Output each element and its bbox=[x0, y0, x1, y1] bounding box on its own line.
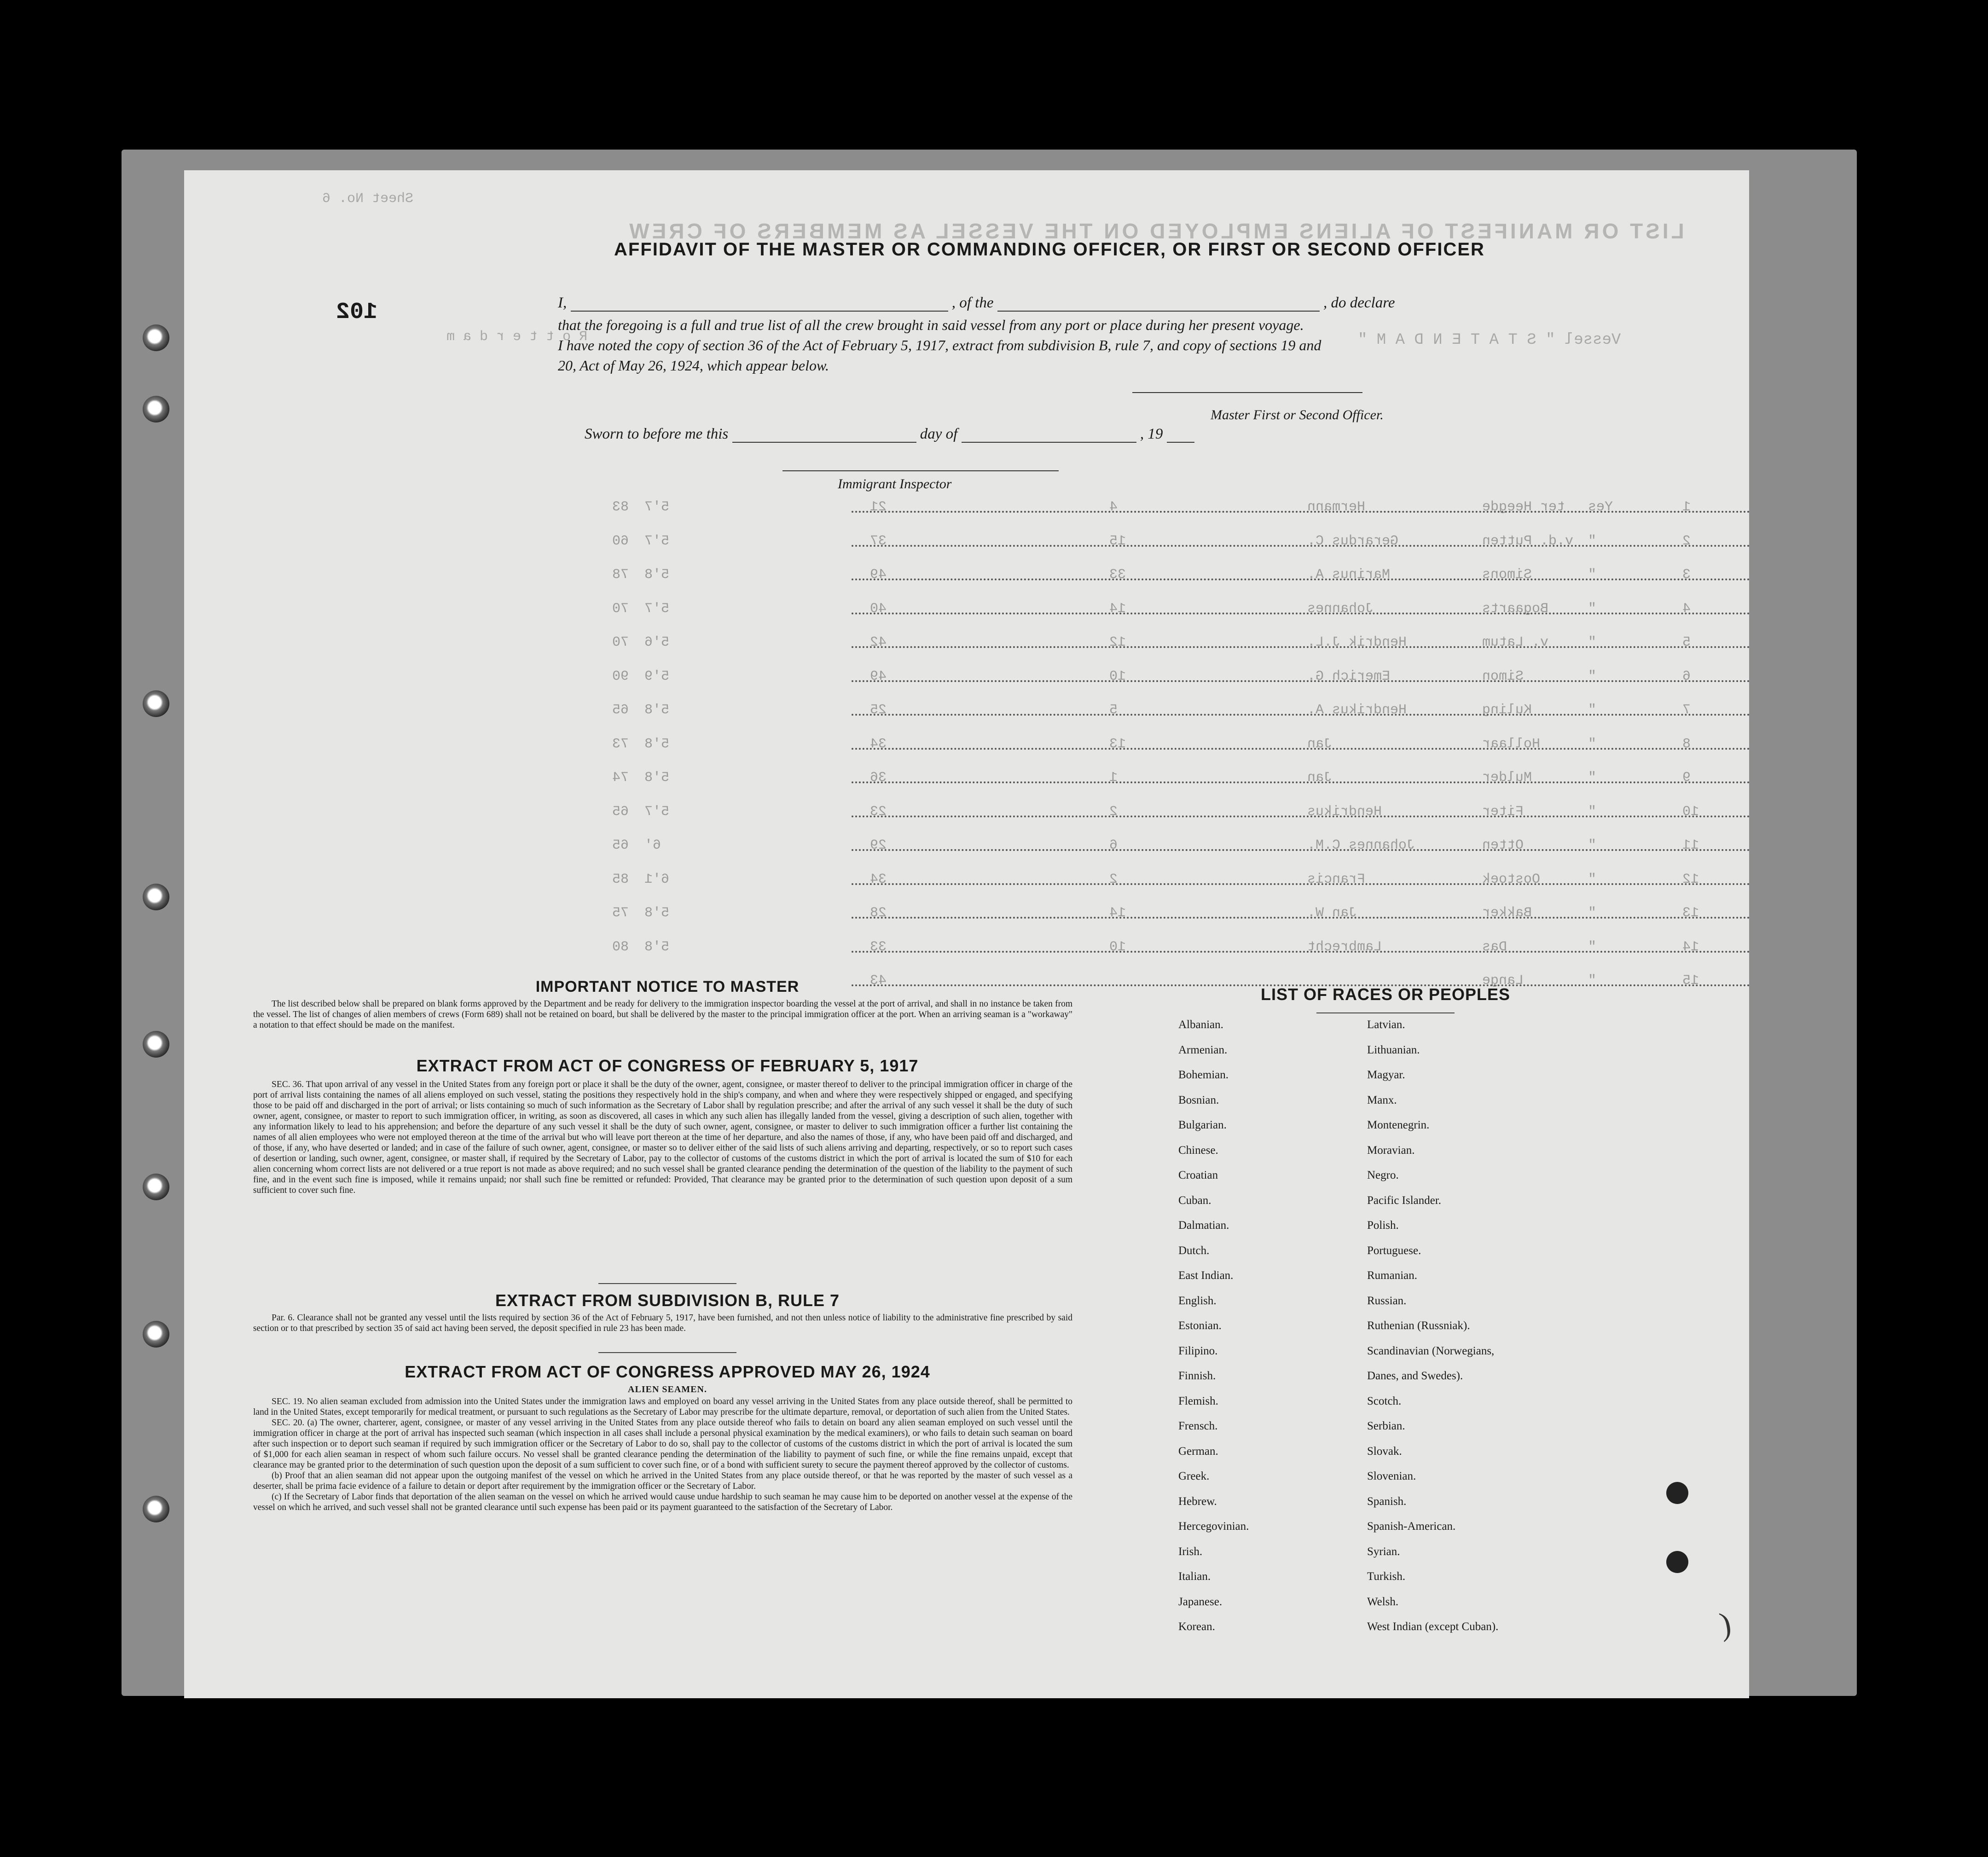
crew-age: 40 bbox=[870, 601, 887, 617]
crew-given-name: Jan W. bbox=[1307, 905, 1357, 921]
race-item: Slovak. bbox=[1367, 1445, 1402, 1458]
crew-months: 5 bbox=[1109, 702, 1118, 718]
race-item: Ruthenian (Russniak). bbox=[1367, 1319, 1470, 1332]
row-leader-dots bbox=[852, 646, 1749, 648]
section-rule bbox=[598, 1283, 736, 1284]
punch-hole bbox=[143, 396, 169, 422]
crew-height: 5'8 bbox=[644, 702, 670, 718]
crew-given-name: Johannes bbox=[1307, 601, 1374, 617]
master-signature-field[interactable] bbox=[1132, 391, 1362, 393]
crew-months: 2 bbox=[1109, 871, 1118, 887]
crew-family-name: Lange bbox=[1482, 973, 1524, 989]
crew-row bbox=[184, 702, 1749, 735]
crew-row-number: 15 bbox=[1682, 973, 1699, 989]
punch-hole bbox=[143, 884, 169, 910]
sworn-year-prefix: , 19 bbox=[1140, 426, 1163, 442]
crew-given-name: Johannes C.M. bbox=[1307, 838, 1415, 853]
notice-paragraph: The list described below shall be prepared on blank forms approved by the Department and be ready for delivery to the immigration inspector boarding the vessel at the port of arrival, and shall in no instance be taken from the vessel. The list of changes of alien members of crews (Form 689) shall not be retained on board, but shall be delivered by the master to the principal immigration officer at the port. When an arriving seaman is a "workaway" a notation to that effect should be made on the manifest. bbox=[253, 999, 1072, 1030]
crew-height: 5'8 bbox=[644, 905, 670, 921]
race-item: Albanian. bbox=[1178, 1018, 1223, 1031]
rule-7-paragraph: Par. 6. Clearance shall not be granted any vessel until the lists required by section 36 of the Act of February 5, 1917, have been furnished, and not then unless notice of liability to the administrative fine prescribed by said section or to that prescribed by section 35 of said act having been served, the deposit specified in rule 23 has been made. bbox=[253, 1313, 1072, 1333]
crew-given-name: Hendrikus A. bbox=[1307, 702, 1407, 718]
crew-row bbox=[184, 601, 1749, 633]
punch-hole bbox=[143, 1031, 169, 1058]
inspector-label: Immigrant Inspector bbox=[838, 476, 952, 492]
race-item: Flemish. bbox=[1178, 1394, 1218, 1407]
sec-36-paragraph: SEC. 36. That upon arrival of any vessel in the United States from any foreign port or place it shall be the duty of the owner, agent, consignee, or master thereof to deliver to the principal immigration officer in charge of the port of arrival lists containing the names of all aliens employed on such vessel, stating the positions they respectively hold in the ship's company, and when and where they were respectively shipped or engaged, and specifying those to be paid off and discharged in the port of arrival; or lists containing so much of such information as the Secretary of Labor shall by regulation prescribe; and after the arrival of any such vessel it shall be the duty of such owner, agent, consignee, or master to report to such immigration officer, in writing, as soon as discovered, all cases in which any such alien has illegally landed from the vessel, giving a description of such alien, together with any information likely to lead to his apprehension; and before the departure of any such vessel it shall be the duty of such owner, agent, consignee, or master to deliver to such immigration officer a further list containing the names of all alien employees who were not employed thereon at the time of the arrival but who will leave port thereon at the time of her departure, and also the names of those, if any, who have been paid off and discharged, and of those, if any, who have deserted or landed; and in case of the failure of such owner, agent, consignee, or master so to deliver either of the said lists of such aliens arriving and departing, respectively, or so to report such cases of desertion or landing, such owner, agent, consignee, or master shall, if required by the Secretary of Labor, pay to the collector of customs of the customs district in which the port of arrival is located the sum of $10 for each alien concerning whom correct lists are not delivered or a true report is not made as above required; and no such vessel shall be granted clearance pending the determination of the question of the liability to the payment of such fine, and in the event such fine is imposed, while it remains unpaid; nor shall such fine be remitted or refunded: Provided, That clearance may be granted prior to the determination of such question upon deposit of a sum sufficient to cover such fine. bbox=[253, 1080, 1072, 1195]
crew-weight: 83 bbox=[612, 499, 629, 515]
crew-months: 10 bbox=[1109, 668, 1126, 684]
crew-age: 33 bbox=[870, 939, 887, 955]
race-item: English. bbox=[1178, 1294, 1217, 1307]
crew-row-number: 4 bbox=[1682, 601, 1691, 617]
rule-7-text bbox=[253, 1313, 1072, 1334]
sec-20a-paragraph: SEC. 20. (a) The owner, charterer, agent, consignee, or master of any vessel arriving in the United States from any place outside thereof who fails to detain on board any alien seaman employed on such vessel until the immigration officer in charge at the port of arrival has inspected such seaman (which inspection in all cases shall include a personal physical examination by the medical examiners), or who fails to detain such seaman on board after such inspection or to deport such seaman if required by such immigration officer or the Secretary of Labor to do so, shall pay to the collector of customs of the customs district in which the port of arrival is located the sum of $1,000 for each alien seaman in respect of whom such failure occurs. No vessel shall be granted clearance pending the determination of the liability to payment of such fine, or while the fine remains unpaid, except that clearance may be granted prior to the determination of such question upon the deposit of a sum sufficient to cover such fine, or of a bond with sufficient surety to secure the payment thereof approved by the collector of customs. bbox=[253, 1418, 1072, 1470]
crew-row bbox=[184, 770, 1749, 802]
crew-age: 21 bbox=[870, 499, 887, 515]
crew-age: 28 bbox=[870, 905, 887, 921]
row-leader-dots bbox=[852, 951, 1749, 953]
crew-months: 14 bbox=[1109, 905, 1126, 921]
crew-admitted-flag: " bbox=[1588, 635, 1597, 650]
race-item: Danes, and Swedes). bbox=[1367, 1370, 1463, 1382]
race-item: Lithuanian. bbox=[1367, 1043, 1420, 1056]
crew-row bbox=[184, 669, 1749, 701]
crew-admitted-flag: Yes bbox=[1588, 499, 1613, 515]
crew-height: 5'7 bbox=[644, 499, 670, 515]
crew-given-name: Hendrikus bbox=[1307, 804, 1382, 820]
race-item: Manx. bbox=[1367, 1093, 1397, 1106]
sec-19-paragraph: SEC. 19. No alien seaman excluded from admission into the United States under the immigration laws and employed on board any vessel arriving in the United States from any place outside thereof, shall be permitted to land in the United States, except temporarily for medical treatment, or pursuant to such regulations as the Secretary of Labor may prescribe for the ultimate departure, removal, or deportation of such alien from the United States. bbox=[253, 1397, 1072, 1417]
crew-months: 6 bbox=[1109, 838, 1118, 853]
crew-row-number: 14 bbox=[1682, 939, 1699, 955]
punch-hole bbox=[143, 1496, 169, 1522]
race-item: Latvian. bbox=[1367, 1018, 1405, 1031]
race-item: Hebrew. bbox=[1178, 1495, 1217, 1508]
crew-given-name: Gerardus C. bbox=[1307, 533, 1399, 549]
race-item: Moravian. bbox=[1367, 1144, 1415, 1157]
crew-weight: 90 bbox=[612, 668, 629, 684]
crew-height: 6'1 bbox=[644, 871, 670, 887]
race-item: Serbian. bbox=[1367, 1420, 1405, 1432]
crew-height: 5'8 bbox=[644, 567, 670, 583]
race-item: Portuguese. bbox=[1367, 1244, 1421, 1257]
race-item: Russian. bbox=[1367, 1294, 1407, 1307]
race-item: Syrian. bbox=[1367, 1545, 1400, 1558]
race-item: Polish. bbox=[1367, 1219, 1399, 1232]
row-leader-dots bbox=[852, 680, 1749, 682]
bleed-through-port: R o t t e r d a m bbox=[446, 329, 588, 345]
crew-row bbox=[184, 736, 1749, 769]
crew-row-number: 2 bbox=[1682, 533, 1691, 549]
binding-hole-right bbox=[1666, 1482, 1688, 1504]
crew-given-name: Emerich G. bbox=[1307, 668, 1391, 684]
sec-20b-paragraph: (b) Proof that an alien seaman did not appear upon the outgoing manifest of the vessel on which he arrived in the United States from any place outside thereof, or that he was reported by the master of such vessel as a deserter, shall be prima facie evidence of a failure to detain or deport after requirement by the immigration officer or the Secretary of Labor. bbox=[253, 1471, 1072, 1491]
race-item: Croatian bbox=[1178, 1169, 1218, 1181]
crew-age: 43 bbox=[870, 973, 887, 989]
vessel-name-field[interactable] bbox=[997, 311, 1320, 312]
inspector-signature-field[interactable] bbox=[782, 469, 1059, 471]
extract-1924-text bbox=[253, 1396, 1072, 1513]
crew-family-name: Hollaar bbox=[1482, 736, 1541, 752]
row-leader-dots bbox=[852, 917, 1749, 919]
crew-months: 15 bbox=[1109, 533, 1126, 549]
crew-row-number: 3 bbox=[1682, 567, 1691, 583]
crew-months: 10 bbox=[1109, 939, 1126, 955]
race-item: Bosnian. bbox=[1178, 1093, 1219, 1106]
crew-given-name: Jan bbox=[1307, 736, 1333, 752]
sworn-month-field[interactable] bbox=[962, 442, 1136, 443]
crew-admitted-flag: " bbox=[1588, 601, 1597, 617]
crew-weight: 74 bbox=[612, 770, 629, 786]
crew-family-name: Mulder bbox=[1482, 770, 1532, 786]
crew-row bbox=[184, 499, 1749, 532]
crew-age: 49 bbox=[870, 668, 887, 684]
crew-given-name: Francis bbox=[1307, 871, 1366, 887]
row-leader-dots bbox=[852, 781, 1749, 783]
race-item: Italian. bbox=[1178, 1570, 1211, 1583]
row-leader-dots bbox=[852, 511, 1749, 513]
crew-admitted-flag: " bbox=[1588, 702, 1597, 718]
alien-seamen-subheading: ALIEN SEAMEN. bbox=[628, 1384, 707, 1394]
crew-family-name: ter Heegde bbox=[1482, 499, 1565, 515]
row-leader-dots bbox=[852, 748, 1749, 750]
race-item: Irish. bbox=[1178, 1545, 1203, 1558]
crew-admitted-flag: " bbox=[1588, 567, 1597, 583]
crew-height: 5'7 bbox=[644, 533, 670, 549]
affidavit-sheet bbox=[184, 170, 1749, 1698]
sworn-label: Sworn to before me this bbox=[585, 426, 729, 442]
race-item: East Indian. bbox=[1178, 1269, 1234, 1282]
sworn-day-of: day of bbox=[920, 426, 958, 442]
crew-row bbox=[184, 939, 1749, 972]
race-item: Hercegovinian. bbox=[1178, 1520, 1249, 1533]
crew-row bbox=[184, 533, 1749, 566]
race-item: Bohemian. bbox=[1178, 1069, 1229, 1081]
crew-family-name: v. Latum bbox=[1482, 635, 1549, 650]
crew-weight: 85 bbox=[612, 871, 629, 887]
race-item: Japanese. bbox=[1178, 1595, 1223, 1608]
crew-height: 5'7 bbox=[644, 601, 670, 617]
master-officer-label: Master First or Second Officer. bbox=[1211, 407, 1384, 422]
races-heading: LIST OF RACES OR PEOPLES bbox=[1260, 985, 1511, 1004]
section-rule bbox=[598, 1352, 736, 1353]
race-item: Slovenian. bbox=[1367, 1470, 1416, 1482]
races-right-column bbox=[1367, 1012, 1498, 1640]
crew-family-name: v.d. Putten bbox=[1482, 533, 1574, 549]
race-item: Frensch. bbox=[1178, 1420, 1218, 1432]
crew-height: 5'9 bbox=[644, 668, 670, 684]
crew-row-number: 6 bbox=[1682, 668, 1691, 684]
crew-family-name: Das bbox=[1482, 939, 1507, 955]
race-item: Bulgarian. bbox=[1178, 1119, 1227, 1131]
race-item: Scandinavian (Norwegians, bbox=[1367, 1344, 1495, 1357]
affidavit-declare: , do declare bbox=[1323, 295, 1395, 311]
race-item: German. bbox=[1178, 1445, 1218, 1458]
crew-row bbox=[184, 635, 1749, 667]
crew-given-name: Hermann bbox=[1307, 499, 1366, 515]
crew-months: 4 bbox=[1109, 499, 1118, 515]
crew-months: 13 bbox=[1109, 736, 1126, 752]
race-item: Turkish. bbox=[1367, 1570, 1406, 1583]
race-item: Scotch. bbox=[1367, 1394, 1402, 1407]
crew-weight: 65 bbox=[612, 702, 629, 718]
crew-admitted-flag: " bbox=[1588, 804, 1597, 820]
crew-weight: 60 bbox=[612, 533, 629, 549]
race-item: Spanish. bbox=[1367, 1495, 1407, 1508]
crew-age: 29 bbox=[870, 838, 887, 853]
race-item: Rumanian. bbox=[1367, 1269, 1418, 1282]
crew-row-number: 12 bbox=[1682, 871, 1699, 887]
punch-hole bbox=[143, 1321, 169, 1348]
bleed-through-vessel: Vessel " S T A T E N D A M " bbox=[1358, 331, 1621, 349]
race-item: Cuban. bbox=[1178, 1194, 1211, 1207]
crew-height: 5'8 bbox=[644, 770, 670, 786]
crew-height: 5'6 bbox=[644, 635, 670, 650]
crew-row bbox=[184, 838, 1749, 870]
crew-age: 36 bbox=[870, 770, 887, 786]
crew-weight: 80 bbox=[612, 939, 629, 955]
row-leader-dots bbox=[852, 579, 1749, 580]
race-item: Dalmatian. bbox=[1178, 1219, 1229, 1232]
row-leader-dots bbox=[852, 849, 1749, 851]
affidavit-i: I, bbox=[558, 295, 567, 311]
crew-admitted-flag: " bbox=[1588, 838, 1597, 853]
crew-months: 14 bbox=[1109, 601, 1126, 617]
bleed-through-title: LIST OR MANIFEST OF ALIENS EMPLOYED ON THE VESSEL AS MEMBERS OF CREW bbox=[626, 219, 1684, 243]
crew-months: 1 bbox=[1109, 770, 1118, 786]
crew-row-number: 8 bbox=[1682, 736, 1691, 752]
crew-row-number: 7 bbox=[1682, 702, 1691, 718]
row-leader-dots bbox=[852, 883, 1749, 885]
sworn-year-field[interactable] bbox=[1167, 442, 1194, 443]
crew-given-name: Hendrik J.L. bbox=[1307, 635, 1407, 650]
punch-hole bbox=[143, 324, 169, 351]
race-item: West Indian (except Cuban). bbox=[1367, 1620, 1499, 1633]
rule-7-heading: EXTRACT FROM SUBDIVISION B, RULE 7 bbox=[495, 1291, 840, 1310]
crew-admitted-flag: " bbox=[1588, 736, 1597, 752]
crew-row-number: 10 bbox=[1682, 804, 1699, 820]
crew-age: 23 bbox=[870, 804, 887, 820]
row-leader-dots bbox=[852, 545, 1749, 547]
crew-given-name: Jan bbox=[1307, 770, 1333, 786]
race-item: Armenian. bbox=[1178, 1043, 1228, 1056]
crew-height: 5'8 bbox=[644, 939, 670, 955]
crew-given-name: Lambrecht bbox=[1307, 939, 1382, 955]
crew-weight: 73 bbox=[612, 736, 629, 752]
crew-age: 34 bbox=[870, 736, 887, 752]
affidavit-line-4: 20, Act of May 26, 1924, which appear below. bbox=[558, 357, 829, 374]
crew-row-number: 9 bbox=[1682, 770, 1691, 786]
crew-row bbox=[184, 872, 1749, 904]
race-item: Filipino. bbox=[1178, 1344, 1218, 1357]
crew-height: 6' bbox=[644, 838, 661, 853]
crew-family-name: Bogaarts bbox=[1482, 601, 1549, 617]
race-item: Dutch. bbox=[1178, 1244, 1210, 1257]
sheet-number: 102 bbox=[336, 299, 378, 325]
crew-row-number: 13 bbox=[1682, 905, 1699, 921]
extract-1917-text bbox=[253, 1079, 1072, 1196]
notice-heading: IMPORTANT NOTICE TO MASTER bbox=[535, 978, 800, 995]
race-item: Korean. bbox=[1178, 1620, 1215, 1633]
crew-months: 12 bbox=[1109, 635, 1126, 650]
affidavit-of-the: , of the bbox=[951, 295, 994, 311]
crew-row bbox=[184, 567, 1749, 599]
punch-hole bbox=[143, 1174, 169, 1200]
notice-text bbox=[253, 999, 1072, 1030]
race-item: Chinese. bbox=[1178, 1144, 1218, 1157]
affidavit-line-3: I have noted the copy of section 36 of the Act of February 5, 1917, extract from subdivision B, rule 7, and copy of sections 19 and bbox=[558, 337, 1321, 353]
race-item: Estonian. bbox=[1178, 1319, 1222, 1332]
race-item: Magyar. bbox=[1367, 1069, 1405, 1081]
crew-family-name: Otten bbox=[1482, 838, 1524, 853]
race-item: Negro. bbox=[1367, 1169, 1399, 1181]
crew-admitted-flag: " bbox=[1588, 871, 1597, 887]
sworn-day-field[interactable] bbox=[732, 442, 916, 443]
crew-row-number: 11 bbox=[1682, 838, 1699, 853]
sworn-line bbox=[585, 426, 1194, 443]
crew-weight: 70 bbox=[612, 635, 629, 650]
crew-height: 5'8 bbox=[644, 736, 670, 752]
bleed-through-sheet: Sheet No. 6 bbox=[322, 191, 414, 207]
crew-months: 33 bbox=[1109, 567, 1126, 583]
punch-hole bbox=[143, 690, 169, 717]
crew-family-name: Oostoek bbox=[1482, 871, 1541, 887]
crew-admitted-flag: " bbox=[1588, 770, 1597, 786]
crew-age: 49 bbox=[870, 567, 887, 583]
crew-age: 25 bbox=[870, 702, 887, 718]
crew-height: 5'7 bbox=[644, 804, 670, 820]
crew-weight: 70 bbox=[612, 601, 629, 617]
races-left-column bbox=[1178, 1012, 1249, 1640]
row-leader-dots bbox=[852, 714, 1749, 716]
sec-20c-paragraph: (c) If the Secretary of Labor finds that deportation of the alien seaman on the vessel on which he arrived would cause undue hardship to such seaman he may cause him to be deported on another vessel at the expense of the vessel on which he arrived, and such vessel shall not be granted clearance until such expense has been paid or its payment guaranteed to the satisfaction of the Secretary of Labor. bbox=[253, 1492, 1072, 1512]
crew-admitted-flag: " bbox=[1588, 668, 1597, 684]
crew-family-name: Bakker bbox=[1482, 905, 1532, 921]
crew-family-name: Simon bbox=[1482, 668, 1524, 684]
crew-row-number: 1 bbox=[1682, 499, 1691, 515]
race-item: Greek. bbox=[1178, 1470, 1210, 1482]
binding-hole-right bbox=[1666, 1551, 1688, 1573]
extract-1924-heading: EXTRACT FROM ACT OF CONGRESS APPROVED MAY 26, 1924 bbox=[405, 1362, 930, 1381]
row-leader-dots bbox=[852, 816, 1749, 817]
race-item: Pacific Islander. bbox=[1367, 1194, 1442, 1207]
row-leader-dots bbox=[852, 613, 1749, 614]
crew-row bbox=[184, 804, 1749, 836]
race-item: Spanish-American. bbox=[1367, 1520, 1456, 1533]
crew-family-name: Fiter bbox=[1482, 804, 1524, 820]
crew-admitted-flag: " bbox=[1588, 973, 1597, 989]
crew-given-name: Marinus A. bbox=[1307, 567, 1391, 583]
handwritten-mark: ⁦) bbox=[1717, 1606, 1734, 1643]
race-item: Welsh. bbox=[1367, 1595, 1399, 1608]
crew-weight: 78 bbox=[612, 567, 629, 583]
crew-months: 2 bbox=[1109, 804, 1118, 820]
crew-admitted-flag: " bbox=[1588, 905, 1597, 921]
crew-age: 37 bbox=[870, 533, 887, 549]
affidavit-title: AFFIDAVIT OF THE MASTER OR COMMANDING OFFICER, OR FIRST OR SECOND OFFICER bbox=[614, 239, 1485, 260]
crew-weight: 75 bbox=[612, 905, 629, 921]
affidavit-line-2: that the foregoing is a full and true list of all the crew brought in said vessel from any port or place during her present voyage. bbox=[558, 317, 1304, 333]
extract-1917-heading: EXTRACT FROM ACT OF CONGRESS OF FEBRUARY 5, 1917 bbox=[416, 1056, 919, 1075]
crew-row-number: 5 bbox=[1682, 635, 1691, 650]
crew-weight: 65 bbox=[612, 838, 629, 853]
race-item: Montenegrin. bbox=[1367, 1119, 1430, 1131]
crew-weight: 65 bbox=[612, 804, 629, 820]
crew-family-name: Kuling bbox=[1482, 702, 1532, 718]
crew-admitted-flag: " bbox=[1588, 533, 1597, 549]
affidavit-line-1 bbox=[558, 295, 1395, 312]
crew-family-name: Simons bbox=[1482, 567, 1532, 583]
crew-age: 34 bbox=[870, 871, 887, 887]
race-item: Finnish. bbox=[1178, 1370, 1216, 1382]
officer-name-field[interactable] bbox=[571, 311, 948, 312]
crew-age: 42 bbox=[870, 635, 887, 650]
crew-admitted-flag: " bbox=[1588, 939, 1597, 955]
crew-row bbox=[184, 905, 1749, 937]
